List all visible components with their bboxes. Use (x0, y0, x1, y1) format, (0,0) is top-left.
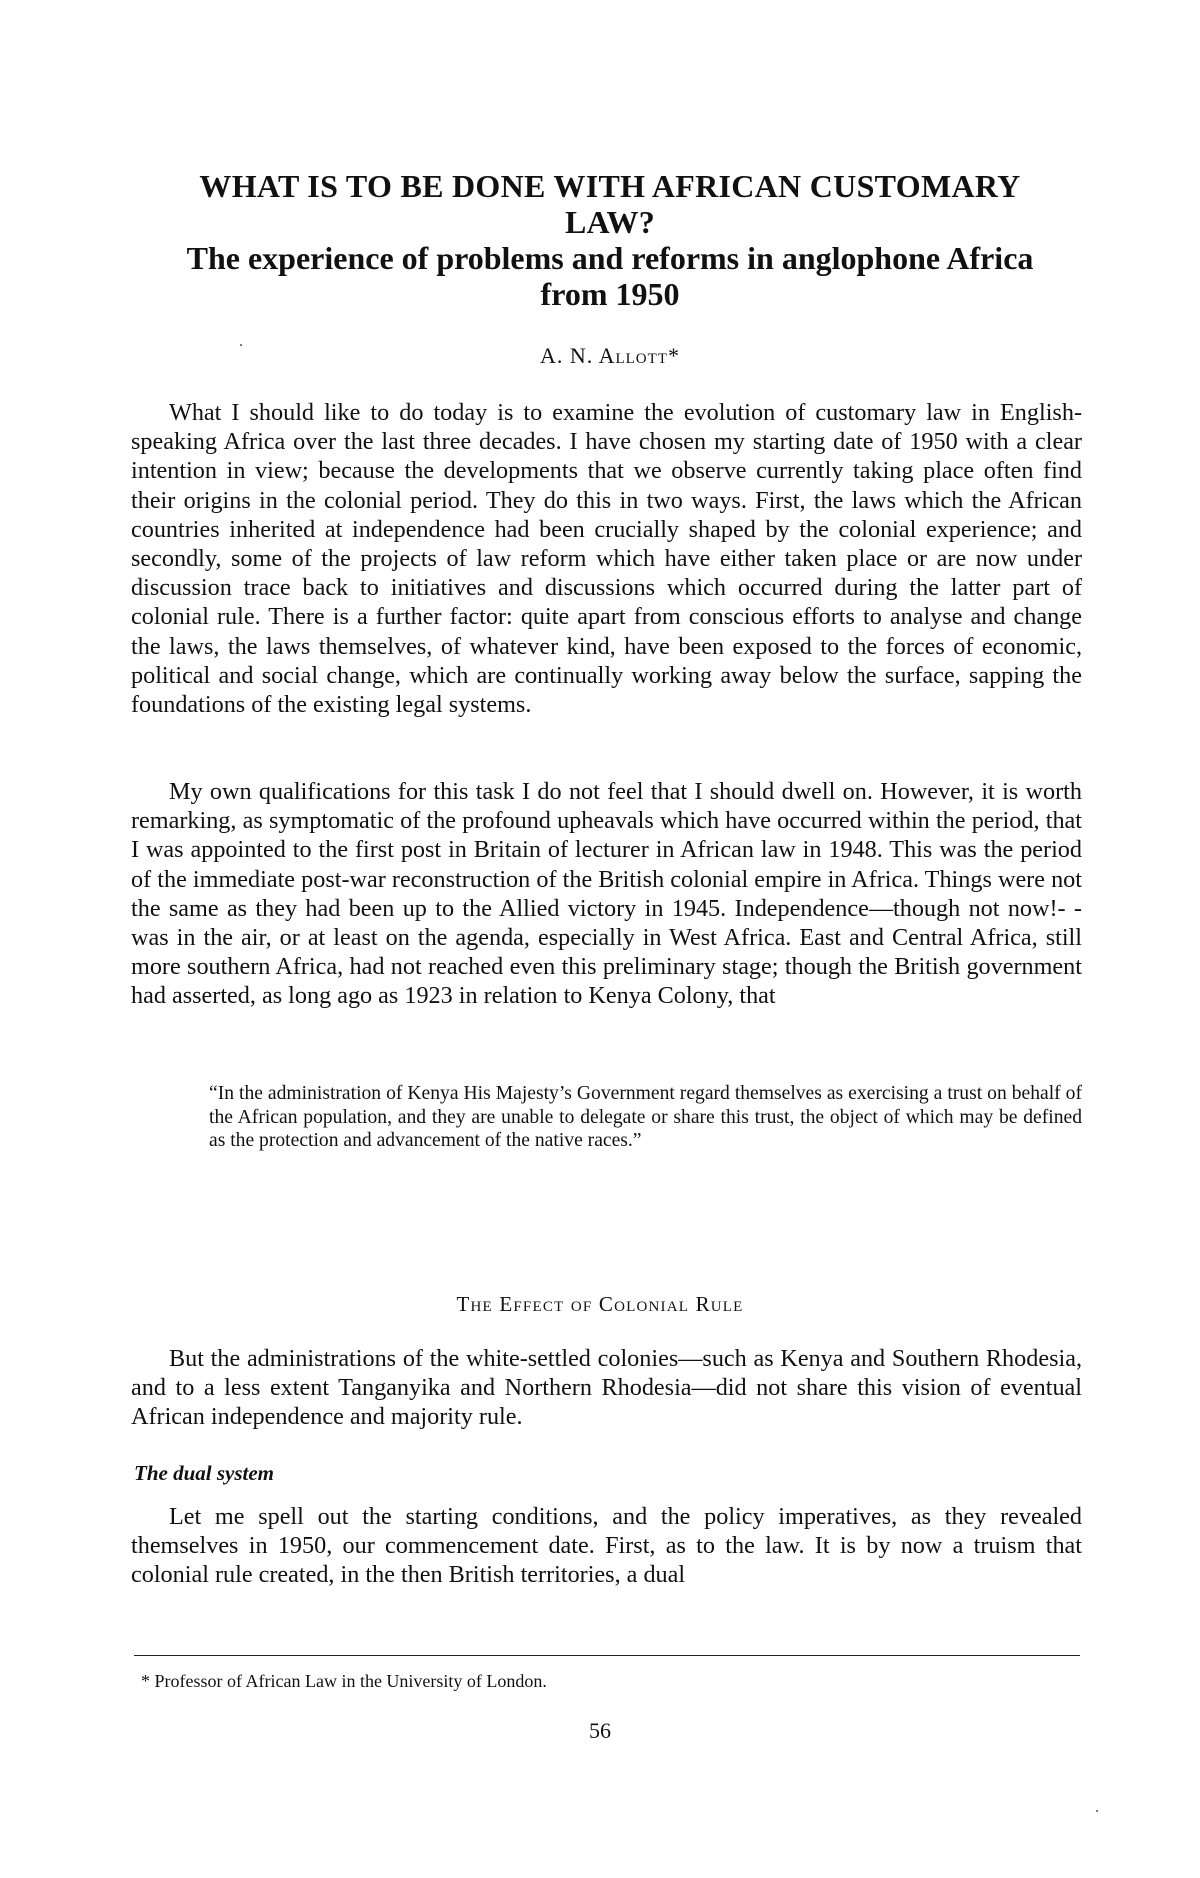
body-paragraph-4: Let me spell out the starting conditions, and the policy imperatives, as they revealed themselves in 1950, our commencement date. First, as to the law. It is by now a truism that colonial rule created, in the then British territories, a dual (131, 1503, 1082, 1589)
section-heading: The Effect of Colonial Rule (456, 1292, 744, 1316)
scan-speck (240, 344, 242, 346)
body-paragraph-3: But the administrations of the white-settled colonies—such as Kenya and Southern Rhodesia, and to a less extent Tanganyika and Northern Rhodesia—did not share this vision of eventual African independence and majority rule. (131, 1345, 1082, 1431)
body-paragraph-1: What I should like to do today is to examine the evolution of customary law in English-speaking Africa over the last three decades. I have chosen my starting date of 1950 with a clear intention in view; because the developments that we observe currently taking place often find their origins in the colonial period. They do this in two ways. First, the laws which the African countries inherited at independence had been crucially shaped by the colonial experience; and secondly, some of the projects of law reform which have either taken place or are now under discussion trace back to initiatives and discussions which occurred during the latter part of colonial rule. There is a further factor: quite apart from conscious efforts to analyse and change the laws, the laws themselves, of whatever kind, have been exposed to the forces of economic, political and social change, which are continually working away below the surface, sapping the foundations of the existing legal systems. (131, 399, 1082, 719)
article-title: WHAT IS TO BE DONE WITH AFRICAN CUSTOMARY LAW? (199, 168, 1021, 240)
block-quote: “In the administration of Kenya His Majesty’s Government regard themselves as exercising a trust on behalf of the African population, and they are unable to delegate or share this trust, the object of which may be defined as the protection and advancement of the native races.” (209, 1083, 1082, 1151)
footnote: * Professor of African Law in the University of London. (141, 1671, 547, 1691)
subsection-heading: The dual system (134, 1461, 274, 1485)
scan-speck (1096, 1810, 1098, 1812)
article-subtitle: The experience of problems and reforms in anglophone Africa from 1950 (186, 240, 1034, 312)
body-paragraph-2: My own qualifications for this task I do not feel that I should dwell on. However, it is worth remarking, as symptomatic of the profound upheavals which have occurred within the period, that I was appointed to the first post in Britain of lecturer in African law in 1948. This was the period of the immediate post-war reconstruction of the British colonial empire in Africa. Things were not the same as they had been up to the Allied victory in 1945. Independence—though not now!- -was in the air, or at least on the agenda, especially in West Africa. East and Central Africa, still more southern Africa, had not reached even this preliminary stage; though the British government had asserted, as long ago as 1923 in relation to Kenya Colony, that (131, 778, 1082, 1010)
author-name: A. N. Allott* (540, 343, 680, 368)
footnote-divider (134, 1655, 1080, 1656)
page-number: 56 (589, 1718, 611, 1743)
